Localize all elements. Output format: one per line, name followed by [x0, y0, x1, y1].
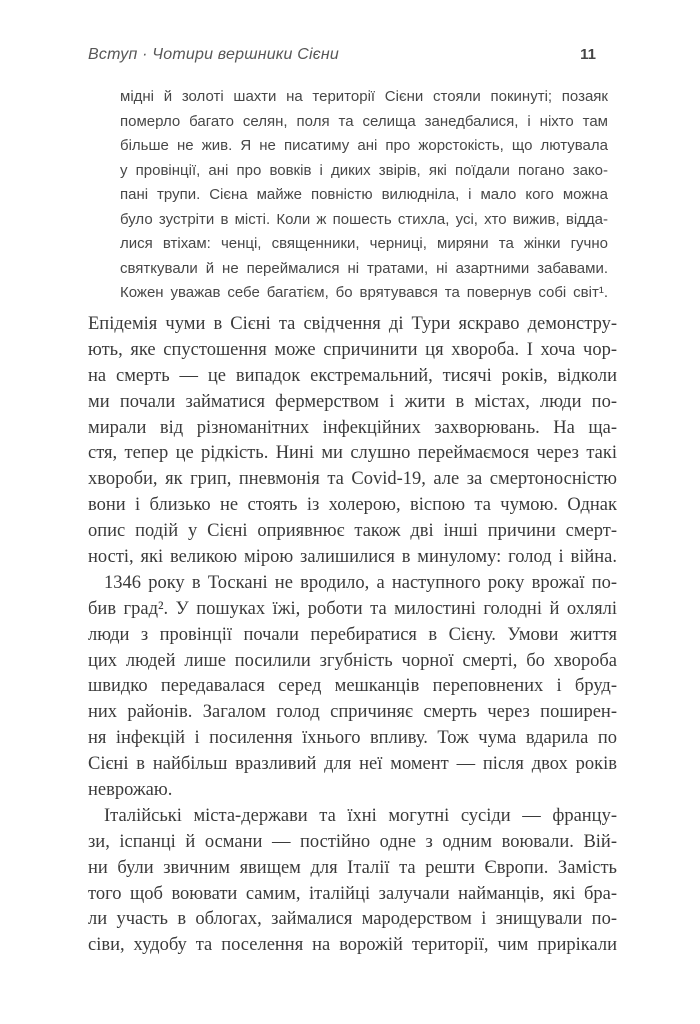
quote-line: у провінції, ані про вовків і диких звірів, які поїдали погано зако-: [120, 161, 608, 179]
text-line: Сієні в найбільш вразливий для неї момент — після двох років: [88, 754, 617, 775]
text-line: стя, тепер це рідкість. Нині ми слушно переймаємося через такі: [88, 443, 617, 464]
text-line: Італійські міста-держави та їхні могутні сусіди — францу-: [104, 805, 617, 826]
text-line: швидко передавалася серед мешканців переповнених і бруд-: [88, 676, 617, 697]
text-line: хвороби, як грип, пневмонія та Covid-19, але за смертоносністю: [88, 469, 617, 490]
text-line: на смерть — це випадок екстремальний, тисячі років, відколи: [88, 365, 617, 386]
quote-line: святкували й не переймалися ні тратами, ні азартними забавами.: [120, 259, 608, 277]
quote-line: було зустріти в місті. Коли ж пошесть стихла, усі, хто вижив, відда-: [120, 210, 608, 228]
text-line: ли участь в облогах, займалися мародерством і знищували по-: [88, 909, 617, 930]
text-line: опис подій у Сієні оприявнює також дві інші причини смерт-: [88, 521, 617, 542]
quote-line: більше не жив. Я не писатиму ані про жорстокість, що лютувала: [120, 137, 608, 154]
text-line: ми почали займатися фермерством і жити в містах, люди по-: [88, 391, 617, 412]
text-line: ності, які великою мірою залишилися в минулому: голод і війна.: [88, 547, 617, 568]
quote-line: пані трупи. Сієна майже повністю вилюдніла, і мало кого можна: [120, 186, 608, 203]
body-text: [88, 312, 617, 959]
text-line: бив град². У пошуках їжі, роботи та милостині голодні й охлялі: [88, 598, 617, 619]
quote-line: Кожен уважав себе багатієм, бо врятувався та повернув собі світ¹.: [120, 284, 608, 301]
paragraph: [88, 571, 617, 804]
quote-line: мідні й золоті шахти на території Сієни стояли покинуті; позаяк: [120, 88, 608, 105]
paragraph: [88, 312, 617, 571]
text-line: вони і близько не стоять із холерою, віспою та чумою. Однак: [88, 495, 617, 516]
text-line: ни були звичним явищем для Італії та решти Європи. Замість: [88, 857, 617, 878]
quote-line: померло багато селян, поля та селища занедбалися, і ніхто там: [120, 112, 608, 130]
running-header-title: Вступ · Чотири вершники Сієни: [88, 46, 340, 63]
text-line: того щоб воювати самим, італійці залучали найманців, які бра-: [88, 883, 617, 904]
text-line: них районів. Загалом голод спричиняє смерть через поширен-: [88, 702, 617, 723]
text-line: люди з провінції почали перебиратися в Сієну. Умови життя: [88, 624, 617, 645]
block-quote: [120, 85, 608, 306]
quote-line: лися втіхам: ченці, священники, черниці, миряни та жінки гучно: [120, 235, 608, 252]
text-line: Епідемія чуми в Сієні та свідчення ді Тури яскраво демонстру-: [88, 314, 617, 334]
text-line: неврожаю.: [88, 780, 173, 801]
paragraph: [88, 804, 617, 959]
text-line: 1346 року в Тоскані не вродило, а наступного року врожаї по-: [104, 572, 617, 593]
text-line: цих людей лише посилили згубність чорної смерті, бо хвороба: [88, 650, 617, 671]
text-line: ня інфекцій і посилення їхнього впливу. Тож чума вдарила по: [88, 728, 617, 749]
page-number: 11: [580, 46, 596, 63]
text-line: зи, іспанці й османи — постійно одне з одним воювали. Вій-: [88, 831, 617, 852]
text-line: сіви, худобу та поселення на ворожій території, чим прирікали: [88, 935, 617, 956]
running-header: [88, 46, 612, 64]
text-line: мирали від різноманітних інфекційних захворювань. На ща-: [88, 417, 617, 438]
text-line: ють, яке спустошення може спричинити ця хвороба. І хоча чор-: [88, 339, 617, 360]
